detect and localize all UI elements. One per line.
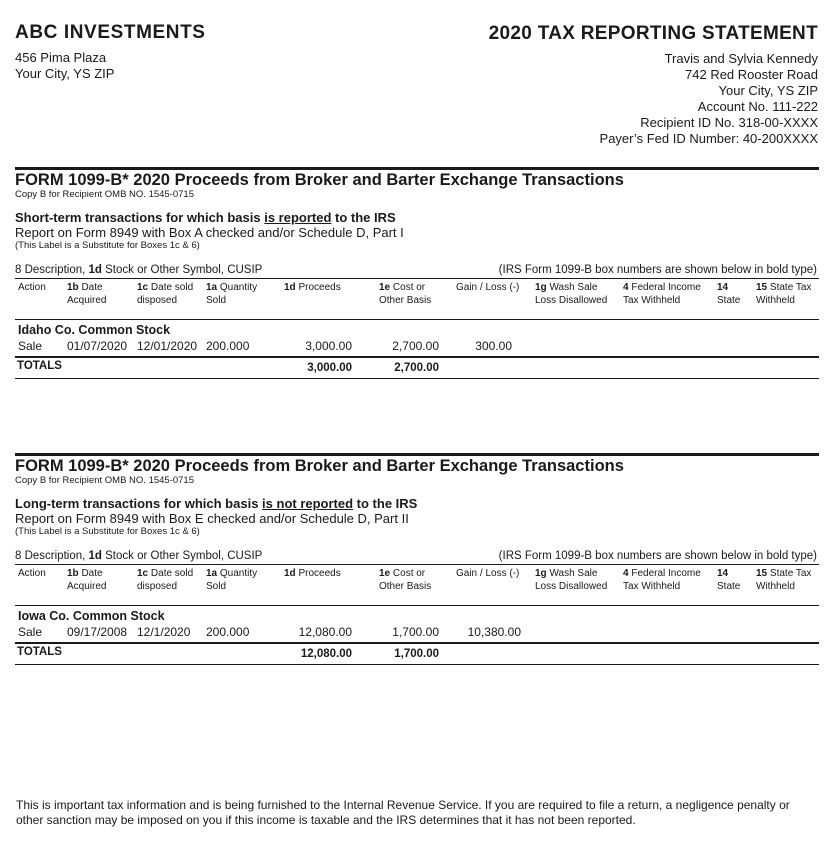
- totals-proceeds: 3,000.00: [307, 362, 352, 374]
- col-state: 14 State: [717, 568, 741, 592]
- cell-gain-loss: 300.00: [475, 339, 512, 353]
- description-row: [15, 263, 819, 278]
- cell-proceeds: 12,080.00: [298, 625, 352, 639]
- transaction-type-underlined: is not reported: [262, 496, 354, 511]
- cell-gain-loss: 10,380.00: [467, 625, 521, 639]
- payer-fed-id: Payer’s Fed ID Number: 40-200XXXX: [599, 131, 818, 146]
- col-quantity: 1a Quantity Sold: [206, 568, 258, 592]
- transaction-type-pre: Short-term transactions for which basis: [15, 210, 265, 225]
- col-federal-withheld: 4 Federal Income Tax Withheld: [623, 282, 701, 306]
- description-label: 8 Description, 1d Stock or Other Symbol, CUSIP: [15, 264, 263, 276]
- description-row: [15, 549, 819, 564]
- totals-proceeds: 12,080.00: [300, 648, 352, 660]
- cell-proceeds: 3,000.00: [305, 339, 352, 353]
- box-number-note: (IRS Form 1099-B box numbers are shown below in bold type): [498, 550, 817, 562]
- table-row: [15, 338, 819, 356]
- col-federal-withheld: 4 Federal Income Tax Withheld: [623, 568, 701, 592]
- description-label: 8 Description, 1d Stock or Other Symbol, CUSIP: [15, 550, 263, 562]
- col-gain-loss: Gain / Loss (-): [456, 282, 520, 293]
- transaction-type-underlined: is reported: [264, 210, 332, 225]
- copy-b-label: Copy B for Recipient OMB NO. 1545-0715: [15, 475, 195, 486]
- form-section-long-term: [15, 453, 819, 665]
- col-action: Action: [18, 282, 46, 293]
- totals-bottom-rule: [15, 378, 819, 379]
- recipient-block: [600, 51, 818, 147]
- cell-date-sold: 12/01/2020: [137, 339, 198, 353]
- totals-cost-basis: 1,700.00: [394, 648, 439, 660]
- totals-cost-basis: 2,700.00: [394, 362, 439, 374]
- cell-action: Sale: [18, 625, 43, 639]
- col-date-acquired: 1b Date Acquired: [67, 282, 107, 306]
- transaction-type-heading: [15, 496, 819, 511]
- section-top-rule: [15, 167, 819, 170]
- col-proceeds: 1d Proceeds: [284, 282, 341, 293]
- recipient-id: Recipient ID No. 318-00-XXXX: [640, 115, 818, 130]
- substitute-note: (This Label is a Substitute for Boxes 1c & 6): [15, 526, 200, 537]
- col-cost-basis: 1e Cost or Other Basis: [379, 568, 432, 592]
- cell-cost-basis: 2,700.00: [392, 339, 439, 353]
- table-row: [15, 624, 819, 642]
- cell-date-acquired: 01/07/2020: [67, 339, 128, 353]
- recipient-address-line2: Your City, YS ZIP: [718, 83, 818, 98]
- cell-quantity: 200.000: [206, 339, 250, 353]
- recipient-name: Travis and Sylvia Kennedy: [664, 51, 818, 66]
- column-header-row: [15, 279, 819, 319]
- payer-address-line1: 456 Pima Plaza: [15, 50, 107, 65]
- col-quantity: 1a Quantity Sold: [206, 282, 258, 306]
- security-name: Iowa Co. Common Stock: [18, 609, 165, 623]
- transaction-type-post: to the IRS: [331, 210, 396, 225]
- header-bottom-rule: [15, 605, 819, 606]
- totals-row: [15, 358, 819, 378]
- col-state-tax-withheld: 15 State Tax Withheld: [756, 568, 812, 592]
- col-state-tax-withheld: 15 State Tax Withheld: [756, 282, 812, 306]
- payer-address: [15, 50, 114, 82]
- transaction-type-pre: Long-term transactions for which basis: [15, 496, 263, 511]
- col-date-acquired: 1b Date Acquired: [67, 568, 107, 592]
- recipient-address-line1: 742 Red Rooster Road: [685, 67, 818, 82]
- account-number: Account No. 111-222: [697, 99, 818, 114]
- col-cost-basis: 1e Cost or Other Basis: [379, 282, 432, 306]
- form-title: FORM 1099-B* 2020 Proceeds from Broker and Barter Exchange Transactions: [15, 171, 624, 189]
- report-instruction: Report on Form 8949 with Box A checked and/or Schedule D, Part I: [15, 225, 404, 240]
- col-state: 14 State: [717, 282, 741, 306]
- section-top-rule: [15, 453, 819, 456]
- col-date-sold: 1c Date sold disposed: [137, 568, 194, 592]
- irs-notice: This is important tax information and is being furnished to the Internal Revenue Service. If you are required to file a return, a negligence penalty or other sanction may be imposed on you if this income is taxable and the IRS determines that it has not been reported.: [16, 798, 790, 827]
- payer-name: ABC INVESTMENTS: [15, 22, 206, 43]
- cell-date-acquired: 09/17/2008: [67, 625, 128, 639]
- cell-cost-basis: 1,700.00: [392, 625, 439, 639]
- substitute-note: (This Label is a Substitute for Boxes 1c & 6): [15, 240, 200, 251]
- totals-bottom-rule: [15, 664, 819, 665]
- totals-row: [15, 644, 819, 664]
- col-wash-sale: 1g Wash Sale Loss Disallowed: [535, 282, 608, 306]
- cell-quantity: 200.000: [206, 625, 250, 639]
- col-action: Action: [18, 568, 46, 579]
- cell-action: Sale: [18, 339, 43, 353]
- cell-date-sold: 12/1/2020: [137, 625, 191, 639]
- header-bottom-rule: [15, 319, 819, 320]
- form-section-short-term: [15, 167, 819, 379]
- col-gain-loss: Gain / Loss (-): [456, 568, 520, 579]
- totals-label: TOTALS: [17, 360, 62, 372]
- statement-title: 2020 TAX REPORTING STATEMENT: [488, 23, 818, 44]
- copy-b-label: Copy B for Recipient OMB NO. 1545-0715: [15, 189, 195, 200]
- report-instruction: Report on Form 8949 with Box E checked and/or Schedule D, Part II: [15, 511, 409, 526]
- transaction-type-heading: [15, 210, 819, 225]
- col-wash-sale: 1g Wash Sale Loss Disallowed: [535, 568, 608, 592]
- security-name: Idaho Co. Common Stock: [18, 323, 171, 337]
- col-date-sold: 1c Date sold disposed: [137, 282, 194, 306]
- payer-address-line2: Your City, YS ZIP: [15, 66, 115, 81]
- column-header-row: [15, 565, 819, 605]
- totals-label: TOTALS: [17, 646, 62, 658]
- col-proceeds: 1d Proceeds: [284, 568, 341, 579]
- form-title: FORM 1099-B* 2020 Proceeds from Broker and Barter Exchange Transactions: [15, 457, 624, 475]
- box-number-note: (IRS Form 1099-B box numbers are shown below in bold type): [498, 264, 817, 276]
- transaction-type-post: to the IRS: [353, 496, 418, 511]
